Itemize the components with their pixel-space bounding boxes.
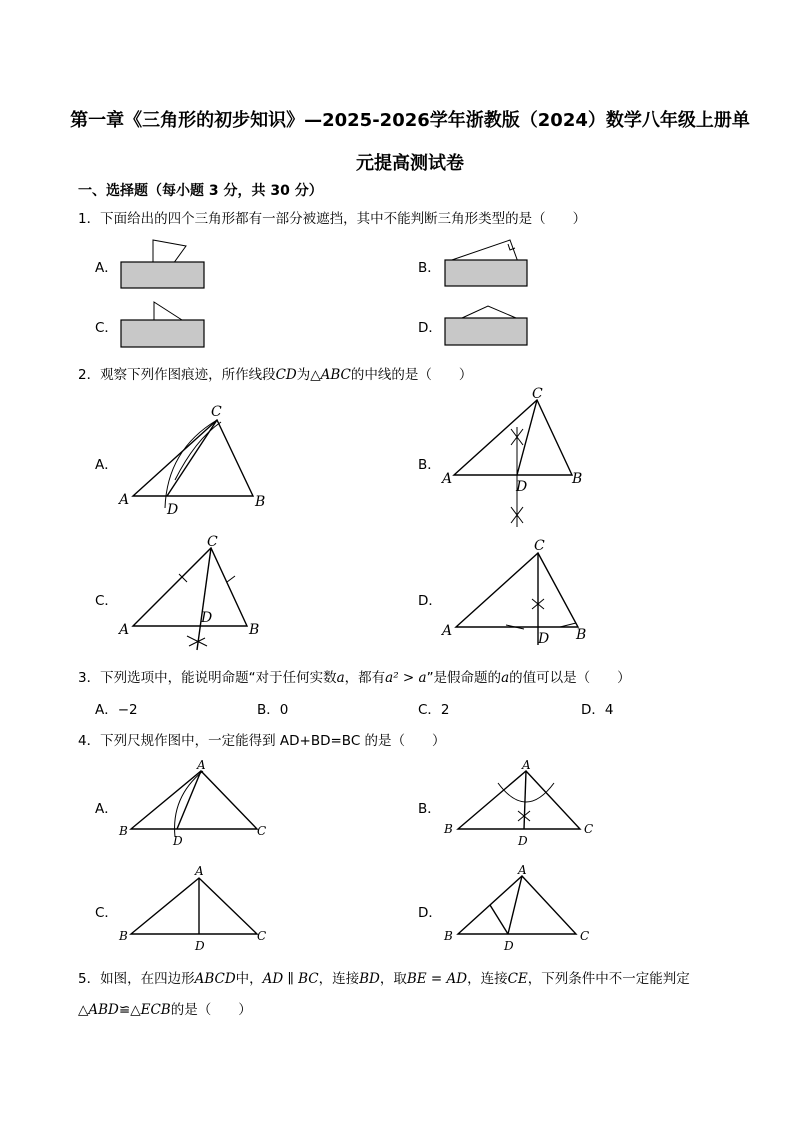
q4-figure-c (115, 862, 275, 957)
q4b-label-d: D (518, 834, 528, 848)
q2b-label-b: B (572, 471, 583, 487)
q4b-label-b: B (444, 822, 453, 836)
q4-option-b-label: B． (418, 801, 441, 817)
q2d-label-c: C (534, 538, 545, 554)
q3-option-a: A．−2 (95, 702, 138, 718)
question-3-text: 3．下列选项中，能说明命题“对于任何实数a，都有a² > a”是假命题的a的值可以是（ ） (78, 670, 631, 686)
q4-figure-a (115, 757, 275, 852)
q1-option-a-label: A． (95, 260, 118, 276)
q2a-label-a: A (119, 492, 130, 508)
q2a-label-c: C (211, 404, 222, 420)
paper-title-line1: 第一章《三角形的初步知识》—2025-2026学年浙教版（2024）数学八年级上册单 (70, 110, 750, 131)
q4-figure-b (440, 757, 600, 852)
q4a-label-c: C (257, 824, 267, 838)
q4a-label-a: A (197, 758, 206, 772)
q2a-label-b: B (255, 494, 266, 510)
q2d-label-a: A (442, 623, 453, 639)
q2b-label-d: D (516, 479, 528, 495)
q2-figure-b (440, 385, 600, 533)
question-5-line1: 5．如图，在四边形ABCD中，AD ∥ BC，连接BD，取BE = AD，连接CE，下列条件中不一定能判定 (78, 971, 690, 987)
q4b-label-c: C (584, 822, 594, 836)
q4-figure-d (440, 862, 600, 957)
q2-figure-d (440, 535, 600, 655)
q3-option-b: B．0 (257, 702, 289, 718)
q4a-label-d: D (173, 834, 183, 848)
q2c-label-a: A (119, 622, 130, 638)
q4c-label-d: D (195, 939, 205, 953)
q2-figure-c (115, 532, 275, 662)
q1-option-d-label: D． (418, 320, 442, 336)
q3-option-d: D．4 (581, 702, 614, 718)
q2-option-a-label: A． (95, 457, 118, 473)
q1-figure-d (442, 298, 532, 350)
question-4-text: 4．下列尺规作图中，一定能得到 AD+BD=BC 的是（ ） (78, 733, 446, 749)
q2-option-b-label: B． (418, 457, 441, 473)
q2c-label-c: C (207, 534, 218, 550)
q4-option-c-label: C． (95, 905, 118, 921)
question-5-line2: △ABD≌△ECB的是（ ） (78, 1002, 252, 1018)
q2-figure-a (115, 400, 275, 520)
q2d-label-b: B (576, 627, 587, 643)
q1-figure-a (118, 234, 208, 292)
q3-option-c: C．2 (418, 702, 450, 718)
q4-option-a-label: A． (95, 801, 118, 817)
q2b-label-c: C (532, 386, 543, 402)
q4c-label-b: B (119, 929, 128, 943)
q2a-label-d: D (167, 502, 179, 518)
q1-option-b-label: B． (418, 260, 441, 276)
q4d-label-c: C (580, 929, 590, 943)
q4c-label-c: C (257, 929, 267, 943)
section-heading: 一、选择题（每小题 3 分，共 30 分） (78, 183, 323, 199)
q2-option-c-label: C． (95, 593, 118, 609)
q2c-label-b: B (249, 622, 260, 638)
q4d-label-b: B (444, 929, 453, 943)
q2c-label-d: D (201, 610, 213, 626)
q2b-label-a: A (442, 471, 453, 487)
q1-option-c-label: C． (95, 320, 118, 336)
question-1-text: 1．下面给出的四个三角形都有一部分被遮挡，其中不能判断三角形类型的是（ ） (78, 211, 587, 227)
q1-figure-b (442, 236, 532, 292)
q4d-label-d: D (504, 939, 514, 953)
paper-title-line2: 元提高测试卷 (356, 153, 464, 174)
q4d-label-a: A (518, 863, 527, 877)
q4a-label-b: B (119, 824, 128, 838)
q4c-label-a: A (195, 864, 204, 878)
q2d-label-d: D (538, 631, 550, 647)
q2-option-d-label: D． (418, 593, 442, 609)
q1-figure-c (118, 296, 208, 352)
q4-option-d-label: D． (418, 905, 442, 921)
question-2-text: 2．观察下列作图痕迹，所作线段CD为△ABC的中线的是（ ） (78, 367, 473, 383)
q4b-label-a: A (522, 758, 531, 772)
